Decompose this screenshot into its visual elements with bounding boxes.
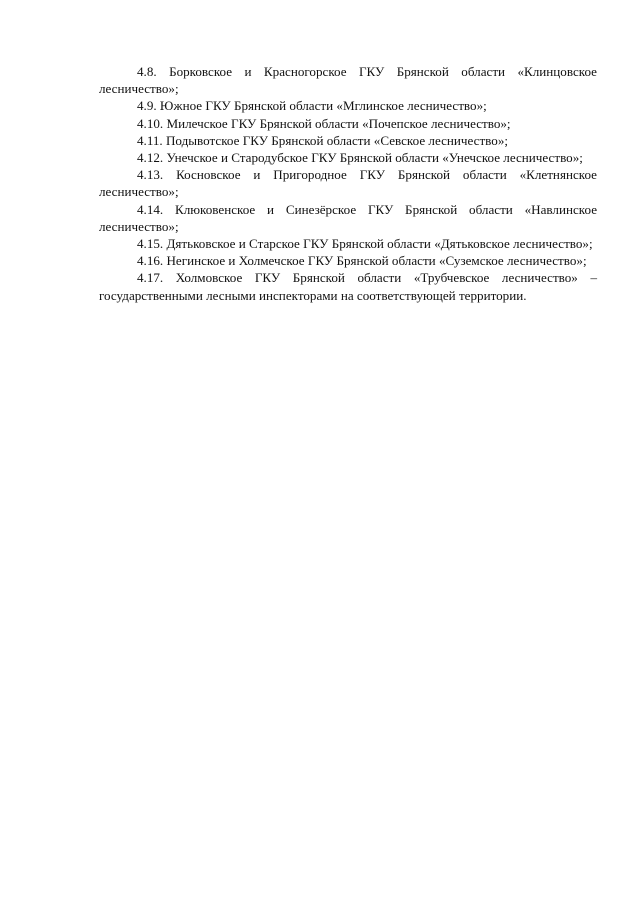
paragraph-4-14: 4.14. Клюковенское и Синезёрское ГКУ Брянской области «Навлинское лесничество»;: [99, 201, 597, 234]
paragraph-4-10: 4.10. Милечское ГКУ Брянской области «Почепское лесничество»;: [137, 115, 511, 131]
paragraph-4-11: 4.11. Подывотское ГКУ Брянской области «Севское лесничество»;: [137, 132, 509, 148]
paragraph-4-17: 4.17. Холмовское ГКУ Брянской области «Трубчевское лесничество» – государственными лесными инспекторами на соответствующей территории.: [99, 270, 597, 303]
paragraph-4-16: 4.16. Негинское и Холмечское ГКУ Брянской области «Суземское лесничество»;: [137, 253, 587, 269]
paragraph-4-15: 4.15. Дятьковское и Старское ГКУ Брянской области «Дятьковское лесничество»;: [137, 236, 593, 252]
paragraph-4-12: 4.12. Унечское и Стародубское ГКУ Брянской области «Унечское лесничество»;: [137, 150, 583, 166]
paragraph-4-9: 4.9. Южное ГКУ Брянской области «Мглинское лесничество»;: [137, 98, 487, 114]
paragraph-4-13: 4.13. Косновское и Пригородное ГКУ Брянской области «Клетнянское лесничество»;: [99, 167, 597, 200]
document-body: [99, 63, 597, 304]
paragraph-4-8: 4.8. Борковское и Красногорское ГКУ Брянской области «Клинцовское лесничество»;: [99, 64, 597, 97]
